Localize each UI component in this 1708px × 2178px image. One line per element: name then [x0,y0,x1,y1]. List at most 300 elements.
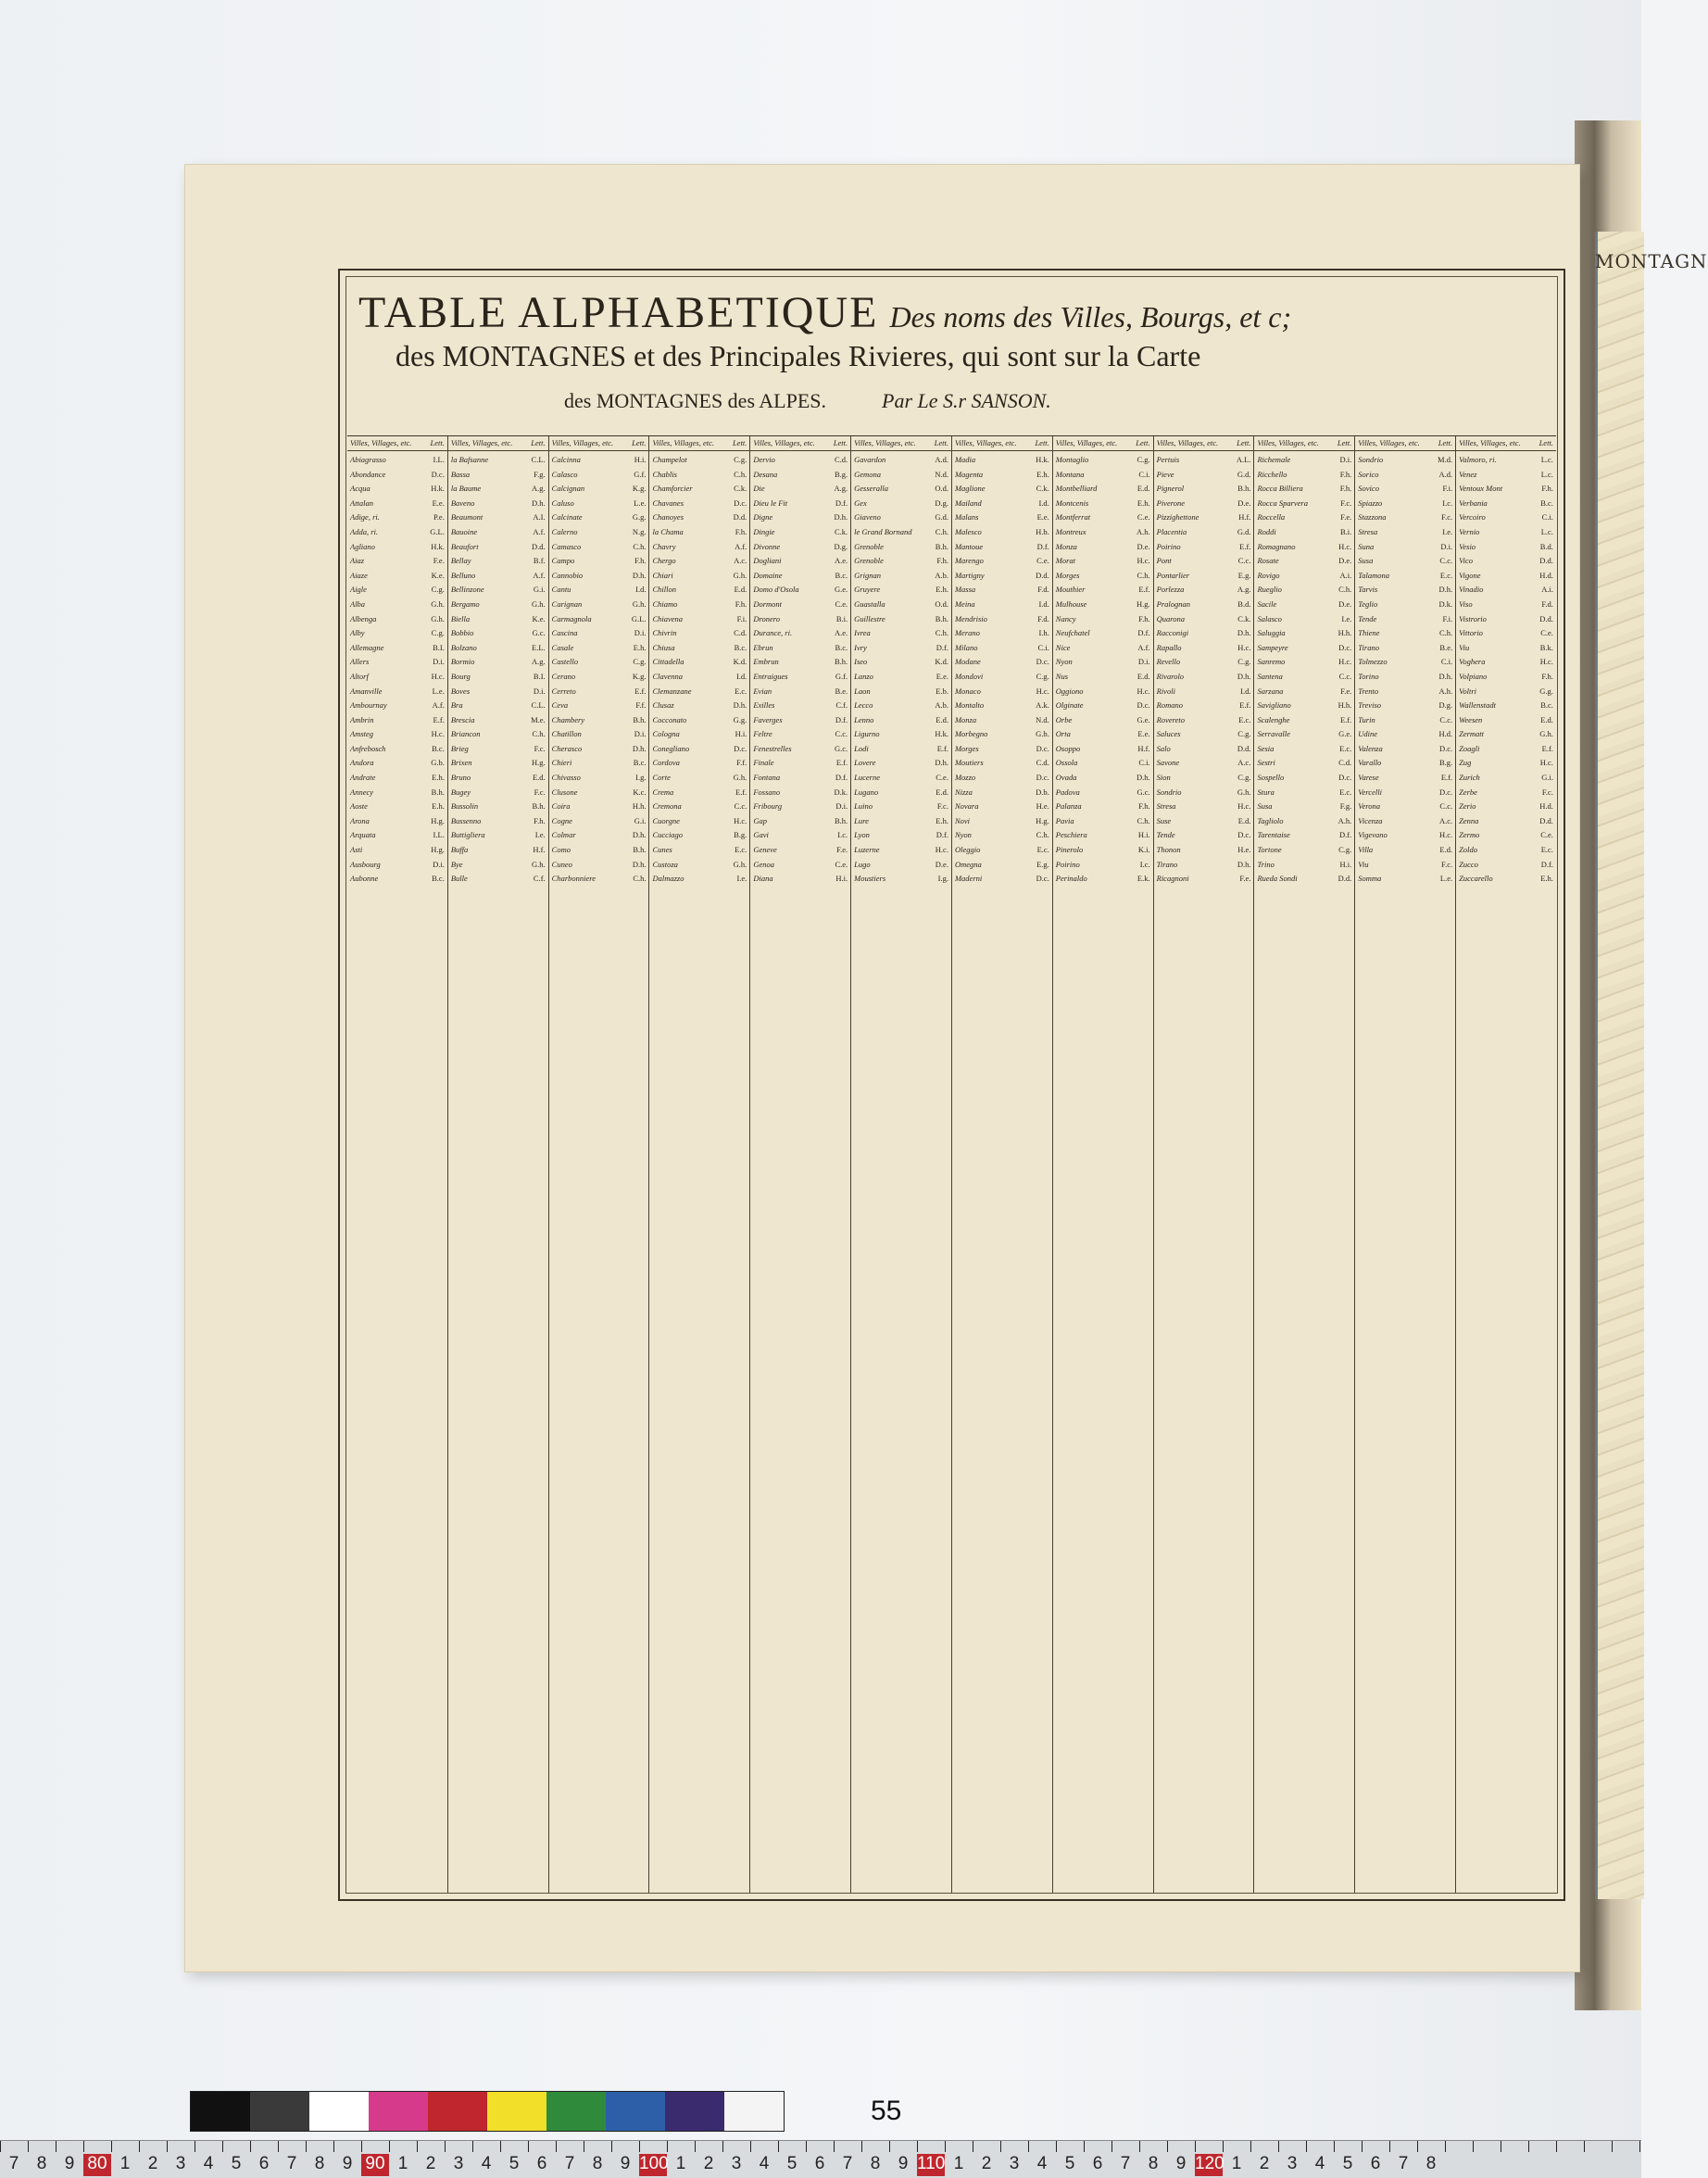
grid-reference: E.h. [1036,469,1049,479]
place-name: Neufchatel [1055,628,1090,638]
table-row [955,872,1049,887]
place-name: Evian [753,686,772,696]
ruler-label: 8 [1425,2154,1437,2173]
place-name: Aiaze [350,570,368,580]
table-row [753,510,848,525]
color-patch [606,2092,665,2131]
table-row [652,540,747,555]
column-entries [549,451,649,888]
column-header-lett: Lett. [833,438,848,447]
place-name: Mailand [954,497,982,508]
column-entries [952,451,1052,888]
grid-reference: C.h. [1036,830,1049,840]
place-name: Savone [1156,758,1180,768]
table-row [1056,655,1150,670]
grid-reference: C.L. [531,700,546,711]
place-name: Clemanzane [652,686,692,696]
ruler-label: 8 [870,2154,881,2173]
place-name: Vinadio [1459,585,1484,595]
grid-reference: D.e. [1137,541,1150,551]
table-row [1358,771,1452,786]
table-row [1157,482,1251,497]
place-name: Chiusa [652,642,675,652]
table-row [652,799,747,814]
grid-reference: G.g. [632,512,647,522]
place-name: Suna [1358,541,1375,551]
grid-reference: C.e. [1540,628,1553,638]
place-name: Belluno [450,570,476,580]
table-row [451,858,546,873]
grid-reference: H.c. [1338,541,1352,551]
place-name: Somma [1358,874,1382,884]
ruler-label: 5 [509,2154,520,2173]
column-header [851,436,951,451]
table-row [1459,626,1553,641]
table-row [552,569,647,584]
table-row [1358,497,1452,511]
grid-reference: E.c. [735,845,747,855]
table-row [854,799,948,814]
grid-reference: C.c. [1439,801,1453,812]
grid-reference: D.f. [1540,859,1553,869]
table-row [955,858,1049,873]
place-name: Zoagli [1459,743,1480,753]
grid-reference: B.c. [734,642,747,652]
table-row [552,497,647,511]
place-name: Cannobio [551,570,584,580]
place-name: Stazzona [1358,512,1387,522]
table-row [1459,655,1553,670]
place-name: Teglio [1358,598,1378,609]
ruler-label: 6 [1092,2154,1103,2173]
page-title: TABLE ALPHABETIQUE [358,288,879,337]
table-row [652,655,747,670]
place-name: Quarona [1156,613,1186,623]
table-row [1358,468,1452,483]
place-name: Alba [350,598,366,609]
place-name: Cuorgne [652,815,680,825]
table-row [1056,828,1150,843]
place-name: Durance, ri. [753,628,793,638]
table-row [955,828,1049,843]
table-column [1456,436,1556,1893]
table-row [1459,612,1553,627]
table-row [1257,626,1351,641]
place-name: Crema [652,787,674,797]
grid-reference: F.h. [1339,484,1352,494]
grid-reference: H.c. [1539,657,1553,667]
table-row [753,612,848,627]
place-name: Vistrorio [1459,613,1487,623]
table-row [1157,569,1251,584]
grid-reference: E.d. [1439,845,1453,855]
place-name: Sestri [1257,758,1275,768]
grid-reference: I.e. [736,874,747,884]
place-name: Asti [350,845,363,855]
table-row [753,699,848,713]
place-name: Amanville [350,686,383,696]
place-name: Custoza [652,859,678,869]
place-name: Rueglio [1257,585,1282,595]
grid-reference: I.d. [735,671,747,681]
place-name: Bobbio [450,628,474,638]
grid-reference: A.e. [834,628,848,638]
table-row [1358,727,1452,742]
place-name: la Chama [652,526,684,536]
place-name: Weesen [1459,714,1483,724]
table-row [1257,699,1351,713]
grid-reference: F.e. [836,845,848,855]
place-name: Die [753,484,765,494]
place-name: Luino [854,801,873,812]
title-continuation: Des noms des Villes, Bourgs, et c; [889,300,1292,334]
place-name: Pignerol [1156,484,1185,494]
ruler-label: 4 [1314,2154,1325,2173]
place-name: Monza [954,714,977,724]
color-patch [724,2092,784,2131]
place-name: Morges [1055,570,1080,580]
place-name: Bra [450,700,463,711]
place-name: Como [551,845,571,855]
place-name: Nice [1055,642,1071,652]
table-row [552,482,647,497]
grid-reference: F.d. [1037,613,1049,623]
grid-reference: H.g. [431,845,445,855]
table-row [1358,612,1452,627]
grid-reference: D.f. [835,714,848,724]
grid-reference: H.f. [1137,743,1150,753]
grid-reference: H.d. [1539,801,1553,812]
grid-reference: G.h. [1237,787,1251,797]
table-row [753,569,848,584]
grid-reference: D.h. [1237,628,1251,638]
table-row [1157,814,1251,829]
grid-reference: C.g. [1237,773,1251,783]
ruler-label: 7 [286,2154,297,2173]
place-name: Giaveno [854,512,881,522]
table-row [1459,510,1553,525]
grid-reference: G.c. [1137,787,1150,797]
table-row [451,655,546,670]
place-name: Osoppo [1055,743,1081,753]
table-row [552,626,647,641]
table-row [1056,626,1150,641]
grid-reference: D.c. [1036,773,1049,783]
grid-reference: B.c. [1540,497,1553,508]
grid-reference: D.c. [431,469,445,479]
table-row [1358,453,1452,468]
ruler-label: 9 [64,2154,75,2173]
place-name: Calcinate [551,512,583,522]
table-row [451,497,546,511]
grid-reference: C.e. [835,598,848,609]
grid-reference: D.e. [1338,598,1352,609]
column-entries [1355,451,1455,888]
place-name: Chatillon [551,729,582,739]
table-row [552,468,647,483]
table-row [955,626,1049,641]
table-column [1053,436,1154,1893]
grid-reference: F.e. [433,556,445,566]
grid-reference: N.g. [632,526,647,536]
place-name: Gavardon [854,455,886,464]
table-row [652,713,747,728]
ruler-label: 120 [1195,2154,1223,2176]
place-name: Volpiano [1459,671,1488,681]
grid-reference: H.g. [532,758,546,768]
ruler-label: 5 [1342,2154,1353,2173]
place-name: Piverone [1156,497,1185,508]
table-row [854,641,948,656]
place-name: Salasco [1257,613,1282,623]
place-name: Brescia [450,714,475,724]
table-row [1056,786,1150,800]
place-name: Nancy [1055,613,1076,623]
grid-reference: C.g. [1237,729,1251,739]
place-name: Sesia [1257,743,1275,753]
grid-reference: F.c. [936,801,948,812]
column-header-label: Villes, Villages, etc. [954,438,1017,447]
table-row [1358,525,1452,540]
grid-reference: H.b. [1036,526,1049,536]
place-name: Sion [1156,773,1171,783]
table-row [1257,554,1351,569]
table-row [753,626,848,641]
grid-reference: E.f. [1239,541,1251,551]
table-column [549,436,650,1893]
grid-reference: B.I. [433,642,445,652]
table-row [955,814,1049,829]
table-row [955,742,1049,757]
grid-reference: H.i. [1339,859,1352,869]
column-header-label: Villes, Villages, etc. [854,438,916,447]
place-name: Bye [450,859,463,869]
grid-reference: D.e. [935,859,948,869]
place-name: Tortone [1257,845,1282,855]
place-name: Annecy [350,787,374,797]
grid-reference: C.g. [1237,657,1251,667]
table-row [753,670,848,685]
grid-reference: I.c. [837,830,848,840]
grid-reference: D.i. [835,801,848,812]
grid-reference: F.c. [1441,512,1453,522]
grid-reference: C.c. [1439,556,1453,566]
grid-reference: L.c. [1540,469,1553,479]
place-name: Porlezza [1156,585,1185,595]
place-name: Rosate [1257,556,1279,566]
grid-reference: C.h. [935,526,948,536]
grid-reference: H.h. [1338,628,1352,638]
grid-reference: E.h. [432,801,445,812]
grid-reference: C.e. [1137,512,1150,522]
table-row [955,497,1049,511]
grid-reference: C.e. [936,773,948,783]
column-entries [448,451,548,888]
ruler-label: 8 [36,2154,47,2173]
table-row [1056,540,1150,555]
place-name: Roccella [1257,512,1286,522]
table-row [552,525,647,540]
color-patch [250,2092,309,2131]
grid-reference: F.h. [1138,613,1150,623]
table-row [552,554,647,569]
place-name: Ausbourg [350,859,381,869]
grid-reference: C.k. [834,526,848,536]
grid-reference: H.h. [1338,700,1352,711]
place-name: Chavry [652,541,676,551]
place-name: Mendrisio [954,613,987,623]
grid-reference: G.c. [834,743,848,753]
place-name: Rivarolo [1156,671,1185,681]
ruler-label: 2 [425,2154,436,2173]
table-row [552,453,647,468]
ruler-labels [0,2154,1445,2176]
place-name: Lodi [854,743,869,753]
table-row [552,713,647,728]
table-row [1459,786,1553,800]
grid-reference: D.g. [834,541,848,551]
place-name: Verona [1358,801,1381,812]
place-name: Vigone [1459,570,1481,580]
table-row [350,482,445,497]
place-name: Alby [350,628,365,638]
grid-reference: H.c. [1338,657,1352,667]
table-row [451,670,546,685]
table-row [451,612,546,627]
table-row [451,786,546,800]
grid-reference: I.e. [1442,526,1453,536]
place-name: Arona [350,815,370,825]
grid-reference: M.e. [531,714,546,724]
table-row [1056,641,1150,656]
table-row [1257,771,1351,786]
grid-reference: G.d. [1237,469,1251,479]
place-name: Ivry [854,642,867,652]
grid-reference: E.e. [1036,512,1049,522]
place-name: Acqua [350,484,370,494]
table-row [652,699,747,713]
place-name: Rocca Sparvera [1257,497,1308,508]
table-row [1358,799,1452,814]
grid-reference: B.g. [834,469,848,479]
column-header-lett: Lett. [632,438,647,447]
grid-reference: H.i. [634,455,647,464]
place-name: Madia [954,455,976,464]
grid-reference: I.g. [635,773,647,783]
place-name: Ventoux Mont [1459,484,1503,494]
grid-reference: E.h. [633,642,647,652]
grid-reference: B.e. [835,686,848,696]
table-row [1358,786,1452,800]
place-name: Romano [1156,700,1183,711]
place-name: Bolzano [450,642,477,652]
ruler-label: 1 [1231,2154,1242,2173]
grid-reference: B.h. [834,657,848,667]
grid-reference: I.L. [433,830,445,840]
place-name: Tirano [1156,859,1178,869]
grid-reference: H.c. [1137,556,1150,566]
grid-reference: C.k. [734,484,747,494]
grid-reference: D.h. [935,758,948,768]
table-row [451,598,546,612]
place-name: Beaufort [450,541,479,551]
grid-reference: C.h. [532,729,546,739]
place-name: Pont [1156,556,1172,566]
grid-reference: F.e. [1239,874,1251,884]
color-patch [665,2092,724,2131]
grid-reference: H.f. [1238,512,1251,522]
table-row [1257,598,1351,612]
place-name: Zermo [1459,830,1480,840]
table-row [1358,756,1452,771]
column-header-label: Villes, Villages, etc. [1358,438,1420,447]
grid-reference: D.e. [1237,497,1251,508]
table-row [552,814,647,829]
table-row [1056,713,1150,728]
grid-reference: B.c. [633,758,647,768]
place-name: Brieg [450,743,469,753]
table-row [1459,583,1553,598]
grid-reference: E.f. [1239,700,1251,711]
place-name: Roddi [1257,526,1276,536]
table-row [753,771,848,786]
table-row [1358,685,1452,699]
place-name: Beaumont [450,512,484,522]
grid-reference: D.d. [1338,874,1352,884]
table-row [1157,786,1251,800]
place-name: Nizza [954,787,973,797]
table-row [1056,482,1150,497]
place-name: Tarvis [1358,585,1378,595]
table-row [1056,525,1150,540]
column-header [448,436,548,451]
table-row [753,828,848,843]
column-entries [1154,451,1254,888]
place-name: Ebrun [753,642,773,652]
table-row [1358,598,1452,612]
grid-reference: A.g. [532,484,546,494]
column-header [1254,436,1354,451]
table-row [1459,540,1553,555]
place-name: Trino [1257,859,1275,869]
table-row [955,771,1049,786]
table-row [1459,814,1553,829]
column-header-lett: Lett. [1438,438,1453,447]
ruler-label: 7 [842,2154,853,2173]
column-entries [1456,451,1556,888]
table-row [552,655,647,670]
grid-reference: G.h. [733,859,747,869]
column-header [1456,436,1556,451]
place-name: Chillon [652,585,676,595]
place-name: Briancon [450,729,481,739]
grid-reference: C.i. [1138,758,1150,768]
ruler-label: 6 [258,2154,270,2173]
grid-reference: C.g. [633,657,647,667]
grid-reference: A.h. [1136,526,1150,536]
grid-reference: G.h. [733,570,747,580]
place-name: Tolmezzo [1358,657,1388,667]
grid-reference: B.c. [432,743,445,753]
table-row [552,598,647,612]
grid-reference: G.i. [533,585,546,595]
grid-reference: E.c. [735,686,747,696]
table-row [854,756,948,771]
grid-reference: A.g. [1237,585,1251,595]
grid-reference: G.i. [634,815,647,825]
table-row [552,641,647,656]
table-row [1358,828,1452,843]
